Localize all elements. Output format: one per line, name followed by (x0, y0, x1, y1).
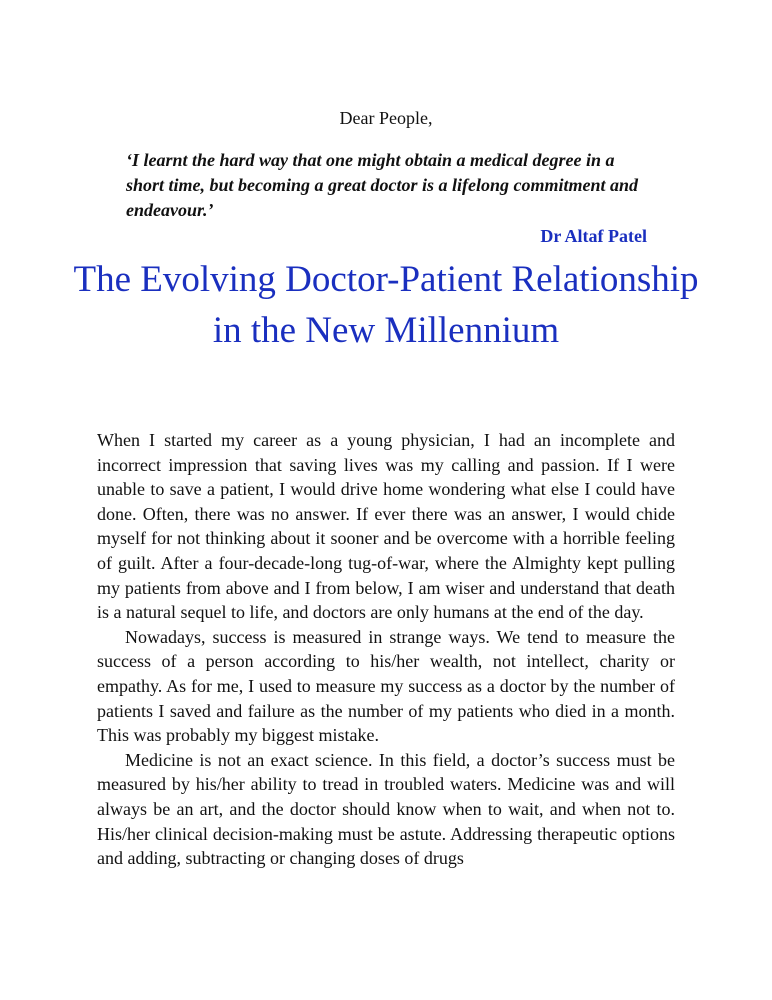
body-paragraph: Medicine is not an exact science. In this field, a doctor’s success must be measured by his/her ability to tread in troubled waters. Medicine was and will always be an art, and the doctor should know when to wait, and when not to. His/her clinical decision-making must be astute. Addressing therapeutic options and adding, subtracting or changing doses of drugs (97, 749, 675, 869)
epigraph-quote: ‘I learnt the hard way that one might obtain a medical degree in a short time, but becoming a great doctor is a lifelong commitment and endeavour.’ (126, 150, 639, 220)
article-body (97, 428, 675, 871)
salutation: Dear People, (339, 108, 433, 128)
article-title: The Evolving Doctor-Patient Relationship in the New Millennium (73, 259, 699, 351)
body-paragraph: Nowadays, success is measured in strange ways. We tend to measure the success of a person according to his/her wealth, not intellect, charity or empathy. As for me, I used to measure my success as a doctor by the number of patients I saved and failure as the number of my patients who died in a month. This was probably my biggest mistake. (97, 626, 675, 746)
epigraph-author: Dr Altaf Patel (540, 226, 647, 246)
body-paragraph: When I started my career as a young physician, I had an incomplete and incorrect impression that saving lives was my calling and passion. If I were unable to save a patient, I would drive home wondering what else I could have done. Often, there was no answer. If ever there was an answer, I would chide myself for not thinking about it sooner and be overcome with a horrible feeling of guilt. After a four-decade-long tug-of-war, where the Almighty kept pulling my patients from above and I from below, I am wiser and understand that death is a natural sequel to life, and doctors are only humans at the end of the day. (97, 430, 675, 623)
